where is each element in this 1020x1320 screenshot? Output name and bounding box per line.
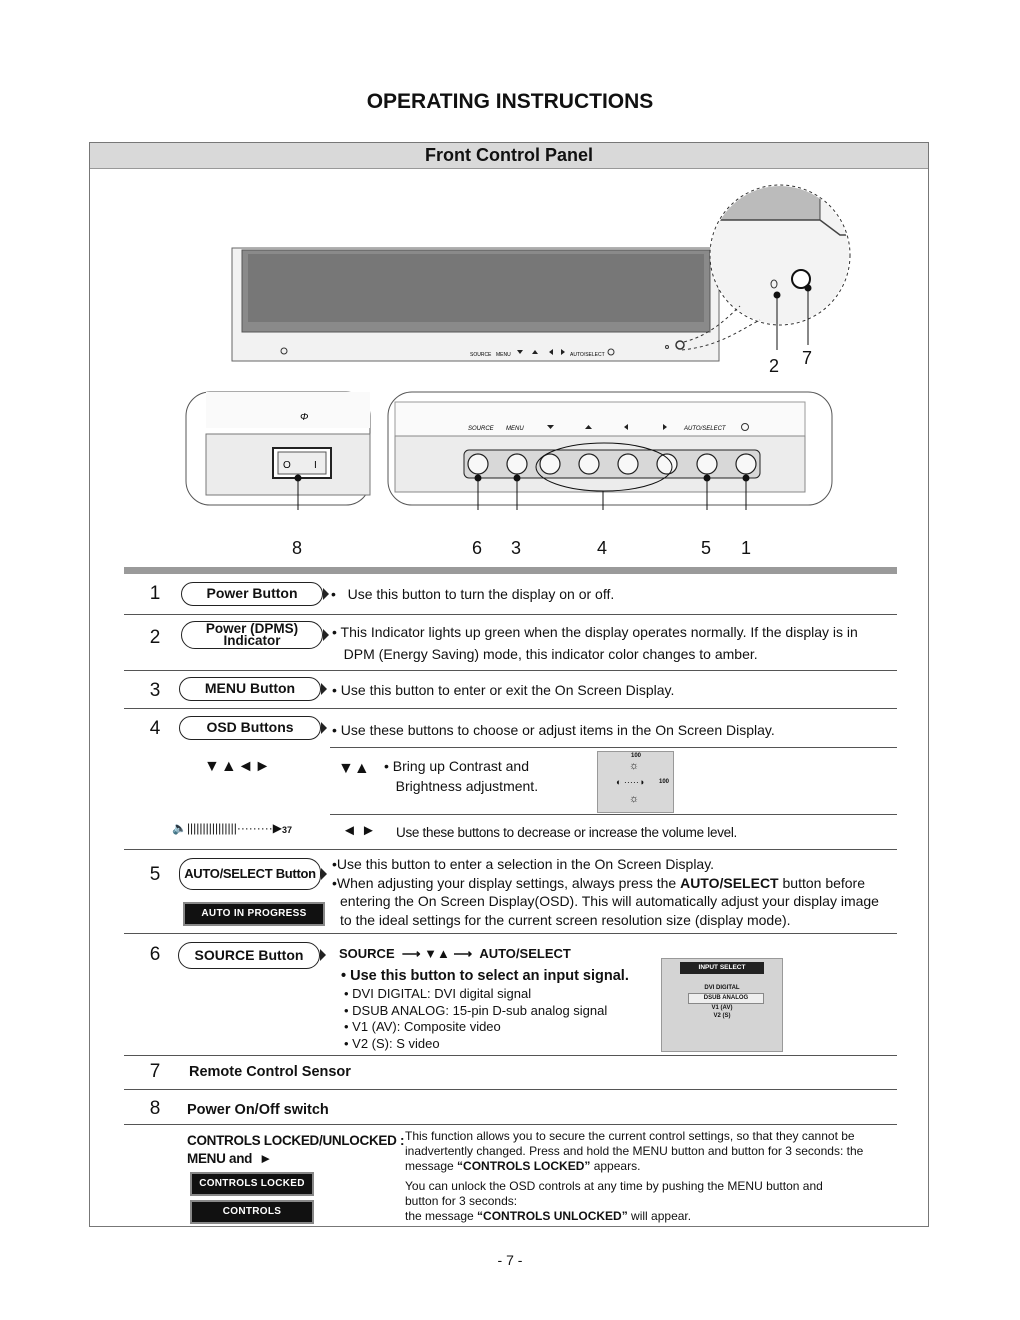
item-number: 3 <box>149 680 161 701</box>
power-indicator-label: Power (DPMS) Indicator <box>181 621 323 649</box>
volume-desc: Use these buttons to decrease or increase the volume level. <box>396 825 737 840</box>
item-number: 1 <box>149 583 161 604</box>
item-2-desc: • This Indicator lights up green when the display operates normally. If the display is in DPM (Energy Saving) mode, this indicator color changes to amber. <box>332 624 858 662</box>
item-number: 2 <box>149 627 161 648</box>
auto-in-progress-badge: AUTO IN PROGRESS <box>183 902 325 926</box>
panel-label-menu: MENU <box>506 426 524 432</box>
power-switch-label: Power On/Off switch <box>187 1102 329 1118</box>
bezel-label-menu: MENU <box>496 352 511 358</box>
remote-sensor-label: Remote Control Sensor <box>189 1064 351 1080</box>
callout-5: 5 <box>701 538 712 558</box>
callout-1: 1 <box>741 538 752 558</box>
list-item: • V2 (S): S video <box>344 1035 440 1051</box>
menu-button-label: MENU Button <box>179 677 321 701</box>
item-number: 4 <box>149 718 161 739</box>
source-button-label: SOURCE Button <box>178 942 320 969</box>
item-number: 5 <box>149 864 161 885</box>
contrast-brightness-osd <box>597 751 674 813</box>
item-3-desc: • Use this button to enter or exit the On Screen Display. <box>332 682 675 698</box>
callout-7: 7 <box>802 348 813 368</box>
osd-arrows: ▼▲◄► <box>204 758 272 775</box>
callout-2: 2 <box>769 356 780 376</box>
brightness-low-icon: ☼ <box>629 793 640 805</box>
menu-option-dsub: DSUB ANALOG <box>688 993 764 1004</box>
bezel-label-source: SOURCE <box>470 352 492 358</box>
contrast-icon: ◐ ·····◑ <box>616 777 645 787</box>
brightness-icon: ☼ <box>629 760 640 772</box>
osd-buttons-label: OSD Buttons <box>179 716 321 740</box>
item-number: 7 <box>149 1061 161 1082</box>
bring-up-desc: • Bring up Contrast and Brightness adjustment. <box>384 758 539 794</box>
switch-i-label: I <box>314 460 317 471</box>
power-button-label: Power Button <box>181 582 323 606</box>
panel-label-auto: AUTO/SELECT <box>684 426 726 432</box>
input-signal-list <box>344 986 607 1052</box>
callout-6: 6 <box>472 538 483 558</box>
auto-select-button-label: AUTO/SELECT Button <box>179 858 321 890</box>
select-heading: • Use this button to select an input signal. <box>341 968 629 984</box>
section-title: Front Control Panel <box>90 143 928 169</box>
input-select-title: INPUT SELECT <box>680 962 764 974</box>
input-select-osd <box>661 958 783 1052</box>
controls-locked-desc: This function allows you to secure the current control settings, so that they cannot be inadvertently changed. Press and hold the MENU button and button for 3 seconds: the message “CONTROLS LOCKED” appears. You can unlock the OSD controls at any time by pushing the MENU button and button for 3 seconds: the message “CONTROLS UNLOCKED” will appear. <box>405 1129 864 1223</box>
item-number: 8 <box>149 1098 161 1119</box>
controls-locked-badge: CONTROLS LOCKED <box>190 1172 314 1196</box>
svg-text:Φ: Φ <box>300 412 309 423</box>
item-5-desc: •Use this button to enter a selection in the On Screen Display. •When adjusting your display settings, always press the AUTO/SELECT button before entering the On Screen Display(OSD). This will automatically adjust your display image to the ideal settings for the current screen resolution size (display mode). <box>332 856 879 928</box>
page-number: - 7 - <box>497 1252 523 1268</box>
menu-option-v2: V2 (S) <box>713 1013 731 1019</box>
callout-3: 3 <box>511 538 522 558</box>
volume-icon: 🔈||||||||||||||||·········▶ <box>172 821 283 835</box>
osd-contrast-value: 100 <box>659 779 670 785</box>
callout-4: 4 <box>597 538 608 558</box>
front-panel-illustration <box>180 180 860 510</box>
source-sequence: SOURCE ⟶ ▼▲ ⟶ AUTO/SELECT <box>339 946 571 961</box>
switch-o-label: O <box>283 460 291 471</box>
list-item: • DVI DIGITAL: DVI digital signal <box>344 986 532 1001</box>
menu-option-dvi: DVI DIGITAL <box>704 985 740 991</box>
callout-8: 8 <box>292 538 303 558</box>
updown-arrows: ▼▲ <box>338 760 370 777</box>
bezel-label-auto: AUTO/SELECT <box>570 352 605 358</box>
item-1-desc: • Use this button to turn the display on or off. <box>331 586 615 602</box>
divider-bar <box>124 567 897 574</box>
page-title: OPERATING INSTRUCTIONS <box>366 90 654 113</box>
leftright-arrows: ◄ ► <box>342 822 376 839</box>
panel-label-source: SOURCE <box>468 426 494 432</box>
volume-value: 37 <box>282 825 293 835</box>
osd-brightness-value: 100 <box>631 753 642 759</box>
menu-option-v1: V1 (AV) <box>711 1005 733 1011</box>
list-item: • V1 (AV): Composite video <box>344 1019 501 1034</box>
controls-locked-heading: CONTROLS LOCKED/UNLOCKED : MENU and ► <box>187 1133 405 1166</box>
controls-unlocked-badge: CONTROLS UNLOCKED <box>190 1200 314 1224</box>
item-4-desc: • Use these buttons to choose or adjust items in the On Screen Display. <box>332 722 775 738</box>
item-number: 6 <box>149 944 161 965</box>
list-item: • DSUB ANALOG: 15-pin D-sub analog signal <box>344 1002 608 1018</box>
